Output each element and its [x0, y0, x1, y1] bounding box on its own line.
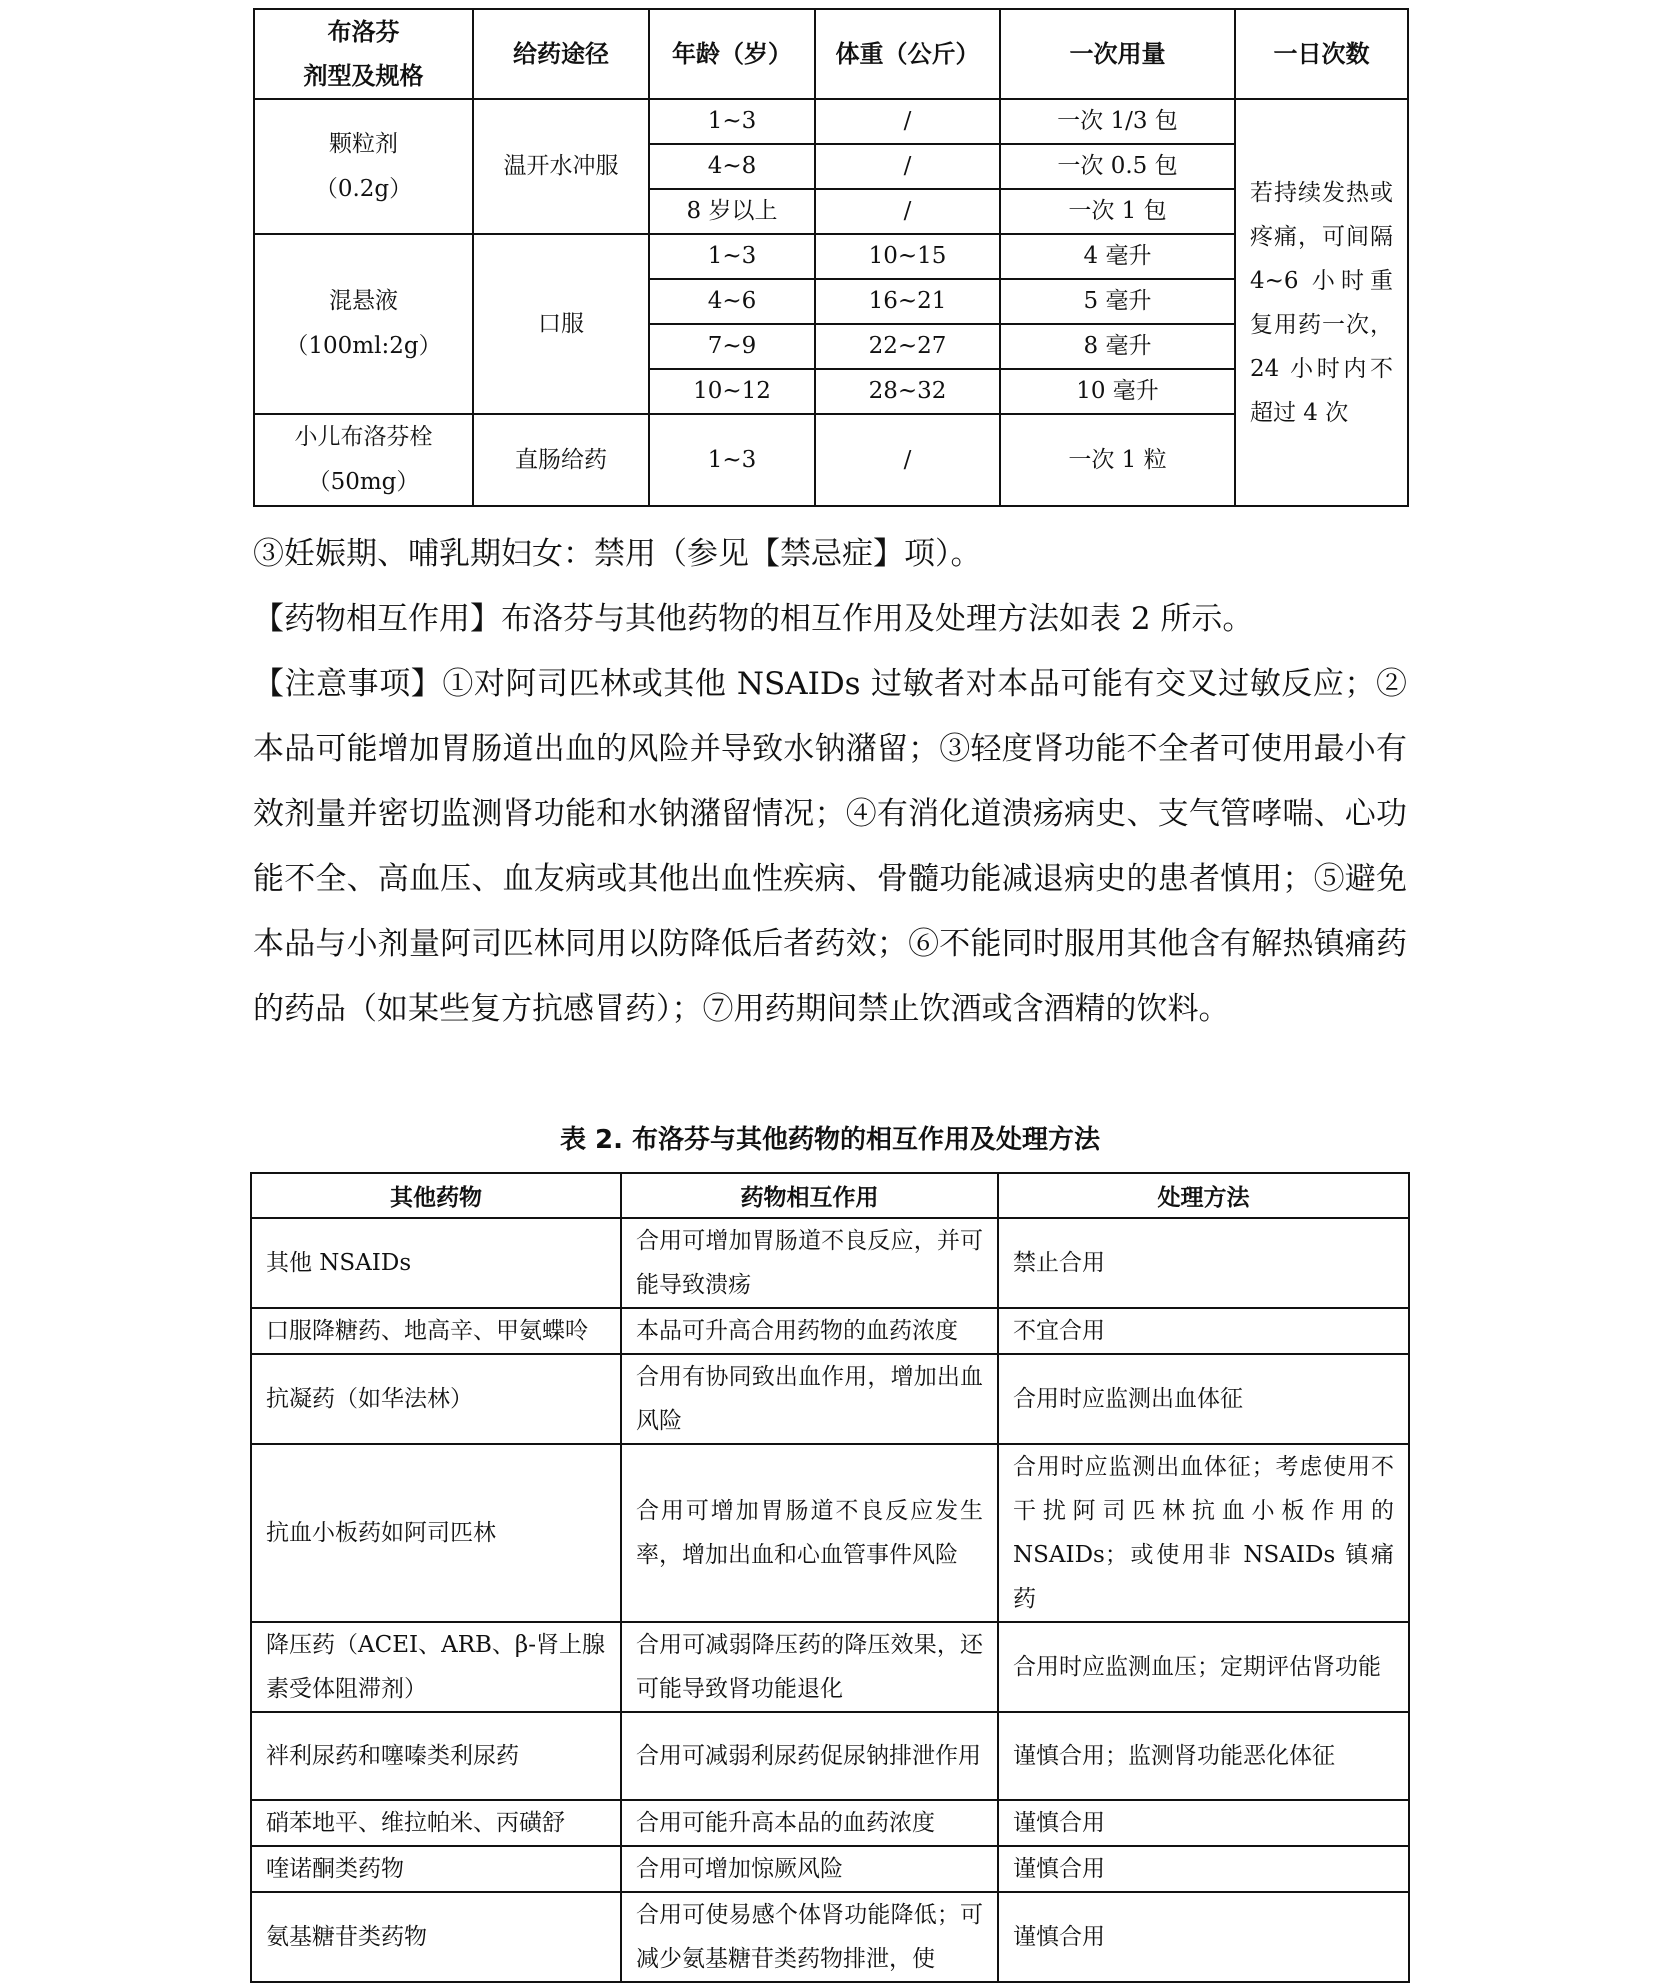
suppository-form-cell [254, 414, 473, 506]
weight-cell: 10~15 [815, 234, 1000, 279]
header-form-line1: 布洛芬 [327, 18, 400, 46]
granule-form-cell [254, 99, 473, 234]
age-cell: 1~3 [649, 414, 815, 506]
handling-cell: 合用时应监测血压；定期评估肾功能 [998, 1622, 1409, 1712]
interaction-cell: 合用可增加胃肠道不良反应发生率，增加出血和心血管事件风险 [621, 1444, 998, 1622]
drug-cell: 抗凝药（如华法林） [251, 1354, 621, 1444]
drug-cell: 降压药（ACEI、ARB、β-肾上腺素受体阻滞剂） [251, 1622, 621, 1712]
interaction-table [250, 1172, 1410, 1983]
weight-cell: 22~27 [815, 324, 1000, 369]
table-row [251, 1846, 1409, 1892]
table-row [251, 1308, 1409, 1354]
handling-cell: 合用时应监测出血体征 [998, 1354, 1409, 1444]
drug-cell: 抗血小板药如阿司匹林 [251, 1444, 621, 1622]
header-route: 给药途径 [473, 9, 649, 99]
weight-cell: / [815, 144, 1000, 189]
table-row [254, 414, 1408, 506]
frequency-cell: 若持续发热或疼痛，可间隔 4~6 小时重复用药一次，24 小时内不超过 4 次 [1235, 99, 1408, 506]
dose-cell: 一次 1 包 [1000, 189, 1235, 234]
drug-cell: 口服降糖药、地高辛、甲氨蝶呤 [251, 1308, 621, 1354]
interaction-cell: 合用可减弱降压药的降压效果，还可能导致肾功能退化 [621, 1622, 998, 1712]
header-other-drug: 其他药物 [251, 1173, 621, 1218]
age-cell: 1~3 [649, 99, 815, 144]
weight-cell: 16~21 [815, 279, 1000, 324]
granule-spec: （0.2g） [314, 175, 413, 202]
drug-cell: 氨基糖苷类药物 [251, 1892, 621, 1982]
interaction-cell: 合用可能升高本品的血药浓度 [621, 1800, 998, 1846]
table-row [251, 1354, 1409, 1444]
table-row [251, 1444, 1409, 1622]
drug-cell: 喹诺酮类药物 [251, 1846, 621, 1892]
dose-cell: 一次 1 粒 [1000, 414, 1235, 506]
age-cell: 10~12 [649, 369, 815, 414]
suspension-name: 混悬液 [329, 288, 398, 314]
table-row [251, 1712, 1409, 1800]
suspension-spec: （100ml:2g） [285, 333, 442, 359]
granule-route: 温开水冲服 [473, 99, 649, 234]
dose-cell: 一次 1/3 包 [1000, 99, 1235, 144]
dose-cell: 10 毫升 [1000, 369, 1235, 414]
age-cell: 4~6 [649, 279, 815, 324]
interaction-cell: 合用可减弱利尿药促尿钠排泄作用 [621, 1712, 998, 1800]
suppository-spec: （50mg） [307, 469, 420, 495]
interaction-cell: 合用有协同致出血作用，增加出血风险 [621, 1354, 998, 1444]
interaction-cell: 本品可升高合用药物的血药浓度 [621, 1308, 998, 1354]
age-cell: 1~3 [649, 234, 815, 279]
granule-name: 颗粒剂 [329, 130, 398, 157]
handling-cell: 不宜合用 [998, 1308, 1409, 1354]
age-cell: 7~9 [649, 324, 815, 369]
drug-cell: 其他 NSAIDs [251, 1218, 621, 1308]
table-row [251, 1218, 1409, 1308]
dose-cell: 4 毫升 [1000, 234, 1235, 279]
header-form-spec [254, 9, 473, 99]
weight-cell: 28~32 [815, 369, 1000, 414]
table-row [251, 1800, 1409, 1846]
suspension-route: 口服 [473, 234, 649, 414]
suppository-name: 小儿布洛芬栓 [294, 424, 433, 450]
age-cell: 8 岁以上 [649, 189, 815, 234]
dose-cell: 5 毫升 [1000, 279, 1235, 324]
handling-cell: 禁止合用 [998, 1218, 1409, 1308]
handling-cell: 谨慎合用；监测肾功能恶化体征 [998, 1712, 1409, 1800]
table-row [251, 1892, 1409, 1982]
handling-cell: 合用时应监测出血体征；考虑使用不干扰阿司匹林抗血小板作用的NSAIDs；或使用非 NSAIDs 镇痛药 [998, 1444, 1409, 1622]
table-row [251, 1622, 1409, 1712]
paragraph-interactions: 【药物相互作用】布洛芬与其他药物的相互作用及处理方法如表 2 所示。 [253, 601, 1254, 637]
header-dose: 一次用量 [1000, 9, 1235, 99]
interaction-cell: 合用可增加惊厥风险 [621, 1846, 998, 1892]
handling-cell: 谨慎合用 [998, 1892, 1409, 1982]
table-row [254, 234, 1408, 279]
handling-cell: 谨慎合用 [998, 1800, 1409, 1846]
table-row [254, 99, 1408, 144]
drug-cell: 袢利尿药和噻嗪类利尿药 [251, 1712, 621, 1800]
weight-cell: / [815, 414, 1000, 506]
header-interaction: 药物相互作用 [621, 1173, 998, 1218]
handling-cell: 谨慎合用 [998, 1846, 1409, 1892]
age-cell: 4~8 [649, 144, 815, 189]
interaction-cell: 合用可增加胃肠道不良反应，并可能导致溃疡 [621, 1218, 998, 1308]
header-form-line2: 剂型及规格 [303, 62, 424, 90]
table2-caption: 表 2. 布洛芬与其他药物的相互作用及处理方法 [559, 1125, 1101, 1155]
header-weight: 体重（公斤） [815, 9, 1000, 99]
dosage-header-row [254, 9, 1408, 99]
dosage-table [253, 8, 1409, 507]
dose-cell: 一次 0.5 包 [1000, 144, 1235, 189]
paragraph-precautions: 【注意事项】①对阿司匹林或其他 NSAIDs 过敏者对本品可能有交叉过敏反应；②本品可能增加胃肠道出血的风险并导致水钠潴留；③轻度肾功能不全者可使用最小有效剂量并密切监测肾功能和水钠潴留情况；④有消化道溃疡病史、支气管哮喘、心功能不全、高血压、血友病或其他出血性疾病、骨髓功能减退病史的患者慎用；⑤避免本品与小剂量阿司匹林同用以防降低后者药效；⑥不能同时服用其他含有解热镇痛药的药品（如某些复方抗感冒药）；⑦用药期间禁止饮酒或含酒精的饮料。 [253, 666, 1407, 1027]
drug-cell: 硝苯地平、维拉帕米、丙磺舒 [251, 1800, 621, 1846]
weight-cell: / [815, 99, 1000, 144]
interaction-header-row [251, 1173, 1409, 1218]
header-times: 一日次数 [1235, 9, 1408, 99]
paragraph-pregnancy: ③妊娠期、哺乳期妇女：禁用（参见【禁忌症】项）。 [253, 536, 982, 572]
header-handling: 处理方法 [998, 1173, 1409, 1218]
header-age: 年龄（岁） [649, 9, 815, 99]
weight-cell: / [815, 189, 1000, 234]
suspension-form-cell [254, 234, 473, 414]
dose-cell: 8 毫升 [1000, 324, 1235, 369]
interaction-cell: 合用可使易感个体肾功能降低；可减少氨基糖苷类药物排泄，使 [621, 1892, 998, 1982]
suppository-route: 直肠给药 [473, 414, 649, 506]
